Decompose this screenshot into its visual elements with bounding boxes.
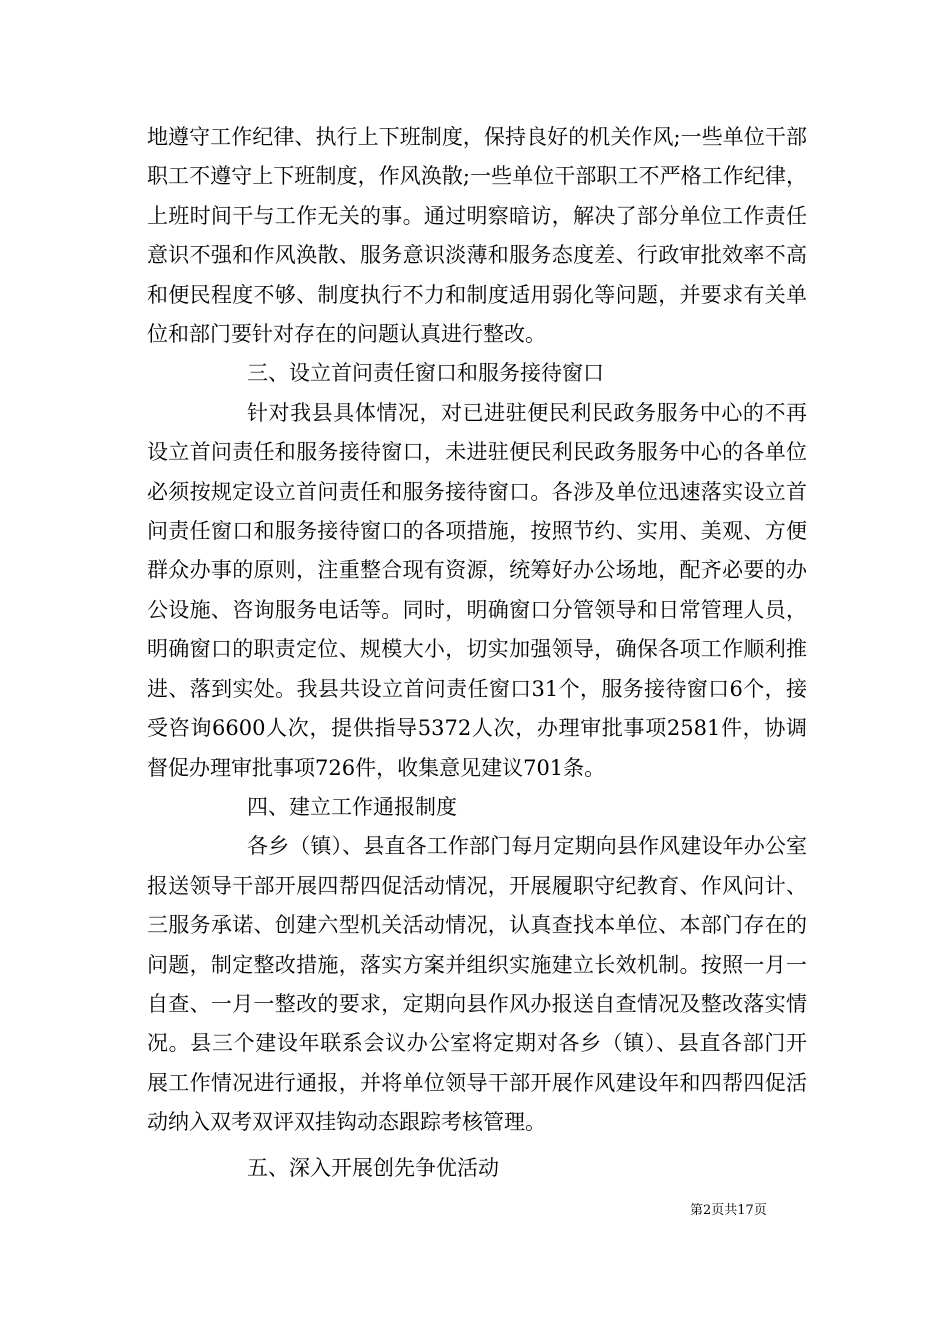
section-heading-3: 三、设立首问责任窗口和服务接待窗口: [247, 361, 604, 386]
page-number-footer: 第2页共17页: [690, 1203, 767, 1218]
paragraph-section-3: 针对我县具体情况，对已进驻便民利民政务服务中心的不再设立首问责任和服务接待窗口，未进驻便民利民政务服务中心的各单位必须按规定设立首问责任和服务接待窗口。各涉及单位迅速落实设立首问责任窗口和服务接待窗口的各项措施，按照节约、实用、美观、方便群众办事的原则，注重整合现有资源，统筹好办公场地，配齐必要的办公设施、咨询服务电话等。同时，明确窗口分管领导和日常管理人员，明确窗口的职责定位、规模大小，切实加强领导，确保各项工作顺利推进、落到实处。我县共设立首问责任窗口31个，服务接待窗口6个，接受咨询6600人次，提供指导5372人次，办理审批事项2581件，协调督促办理审批事项726件，收集意见建议701条。: [147, 400, 807, 780]
paragraph-continuation: 地遵守工作纪律、执行上下班制度，保持良好的机关作风;一些单位干部职工不遵守上下班制度，作风涣散;一些单位干部职工不严格工作纪律，上班时间干与工作无关的事。通过明察暗访，解决了部分单位工作责任意识不强和作风涣散、服务意识淡薄和服务态度差、行政审批效率不高和便民程度不够、制度执行不力和制度适用弱化等问题，并要求有关单位和部门要针对存在的问题认真进行整改。: [147, 125, 807, 347]
paragraph-section-4: 各乡（镇）、县直各工作部门每月定期向县作风建设年办公室报送领导干部开展四帮四促活动情况，开展履职守纪教育、作风问计、三服务承诺、创建六型机关活动情况，认真查找本单位、本部门存在的问题，制定整改措施，落实方案并组织实施建立长效机制。按照一月一自查、一月一整改的要求，定期向县作风办报送自查情况及整改落实情况。县三个建设年联系会议办公室将定期对各乡（镇）、县直各部门开展工作情况进行通报，并将单位领导干部开展作风建设年和四帮四促活动纳入双考双评双挂钩动态跟踪考核管理。: [147, 834, 807, 1135]
section-heading-5: 五、深入开展创先争优活动: [247, 1155, 499, 1180]
document-body: [147, 118, 807, 1188]
section-heading-4: 四、建立工作通报制度: [247, 794, 457, 819]
